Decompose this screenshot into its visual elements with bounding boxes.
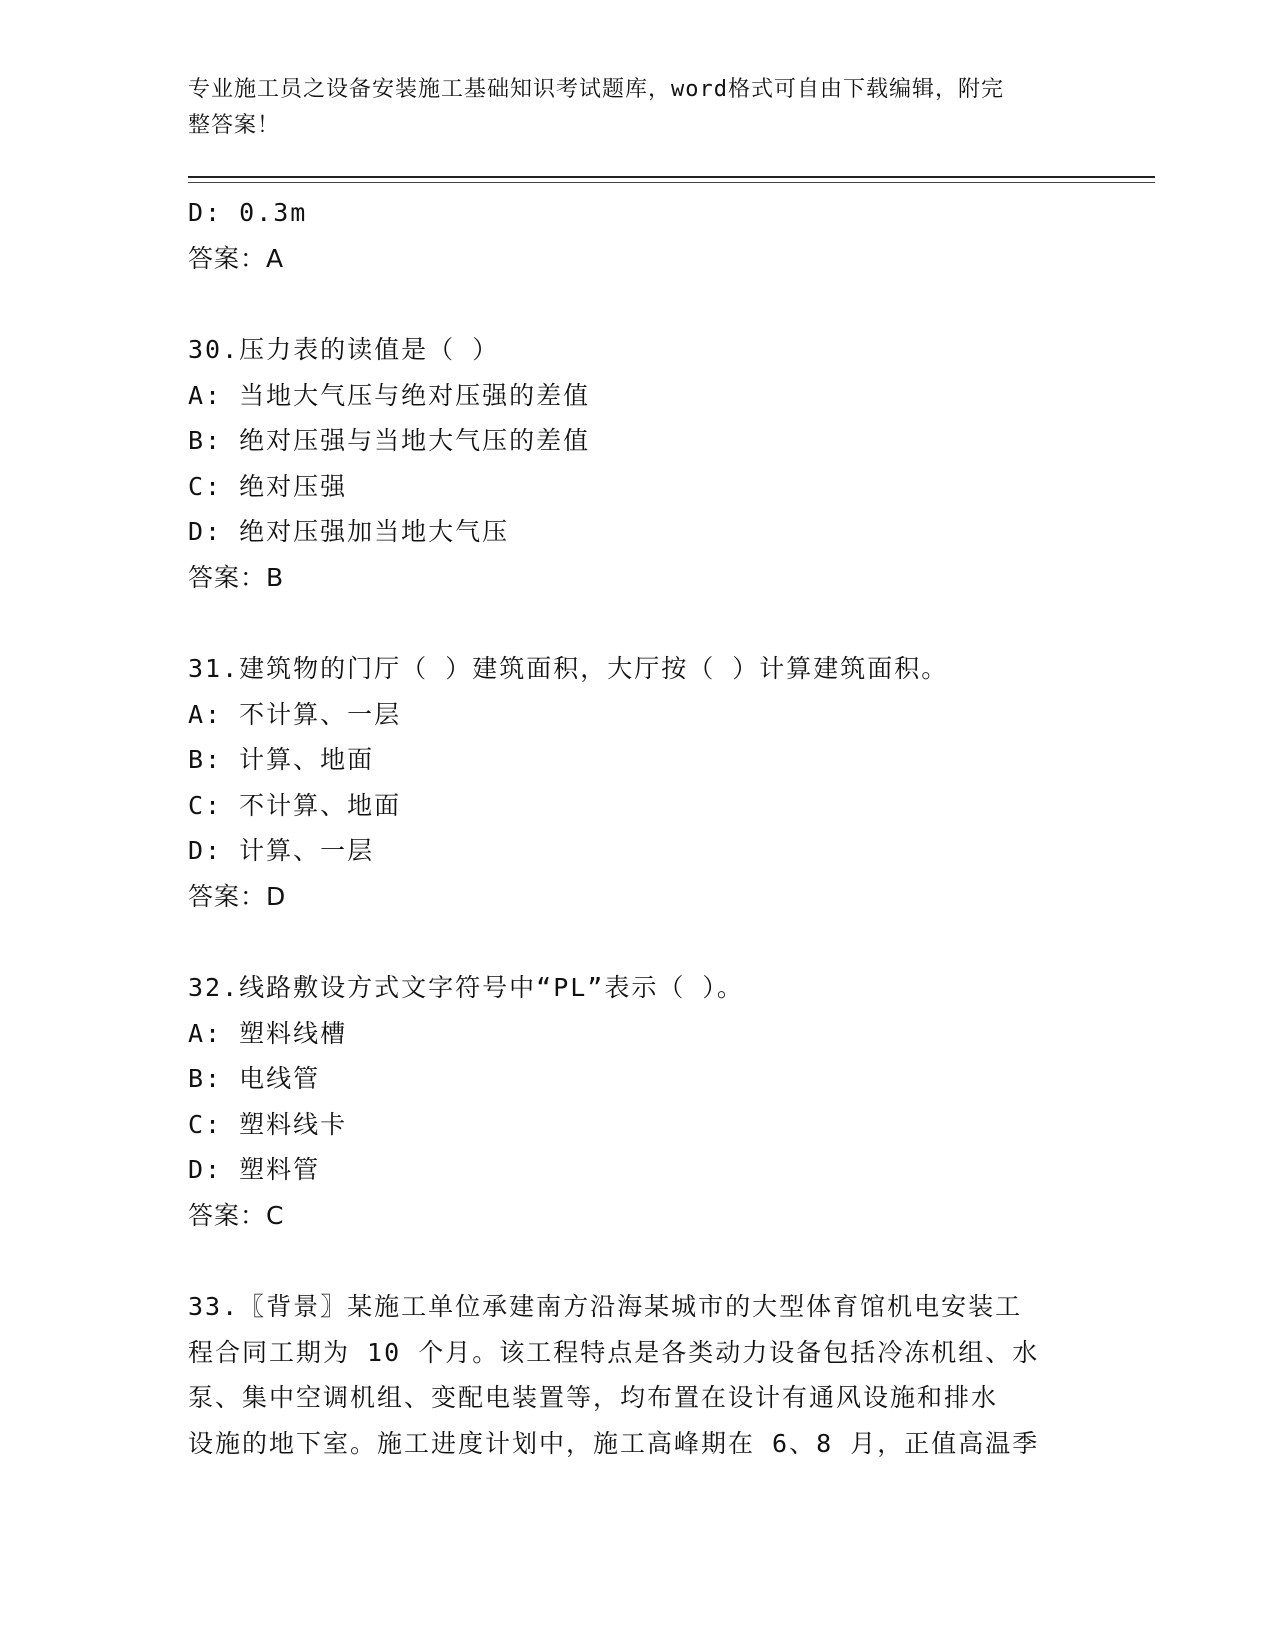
option-b: B: 绝对压强与当地大气压的差值 <box>188 426 591 455</box>
option-b: B: 电线管 <box>188 1064 321 1093</box>
option-c: C: 塑料线卡 <box>188 1109 348 1139</box>
question-stem: 31.建筑物的门厅（ ）建筑面积，大厅按（ ）计算建筑面积。 <box>188 654 949 683</box>
question-33-background <box>188 1284 1088 1466</box>
document-body <box>188 190 1088 1466</box>
header-line-2: 整答案！ <box>188 113 281 138</box>
option-d: D: 绝对压强加当地大气压 <box>188 517 510 546</box>
prev-answer: 答案：A <box>188 243 285 273</box>
question-stem: 30.压力表的读值是（ ） <box>188 335 500 364</box>
question-31 <box>188 646 1088 919</box>
spacer <box>188 600 1088 646</box>
header-line-1: 专业施工员之设备安装施工基础知识考试题库，word格式可自由下载编辑，附完 <box>188 77 1004 102</box>
background-line: 设施的地下室。施工进度计划中，施工高峰期在 6、8 月，正值高温季 <box>188 1428 1040 1458</box>
question-32 <box>188 965 1088 1238</box>
background-line: 泵、集中空调机组、变配电装置等，均布置在设计有通风设施和排水 <box>188 1383 999 1412</box>
option-a: A: 塑料线槽 <box>188 1018 348 1048</box>
option-c: C: 绝对压强 <box>188 471 348 501</box>
spacer <box>188 1238 1088 1284</box>
answer: 答案：D <box>188 881 287 911</box>
option-a: A: 当地大气压与绝对压强的差值 <box>188 380 591 410</box>
header-rule-thick <box>188 176 1155 178</box>
question-30 <box>188 327 1088 600</box>
prev-option-d: D: 0.3m <box>188 198 308 227</box>
background-line: 33.〖背景〗某施工单位承建南方沿海某城市的大型体育馆机电安装工 <box>188 1292 1023 1321</box>
option-a: A: 不计算、一层 <box>188 699 402 729</box>
option-d: D: 塑料管 <box>188 1155 321 1184</box>
answer: 答案：C <box>188 1200 285 1230</box>
option-d: D: 计算、一层 <box>188 836 375 865</box>
spacer <box>188 919 1088 965</box>
background-line: 程合同工期为 10 个月。该工程特点是各类动力设备包括冷冻机组、水 <box>188 1337 1040 1367</box>
document-header <box>188 72 1068 144</box>
answer: 答案：B <box>188 562 285 592</box>
header-rule-thin <box>188 182 1155 183</box>
option-c: C: 不计算、地面 <box>188 790 402 820</box>
option-b: B: 计算、地面 <box>188 745 375 774</box>
question-stem: 32.线路敷设方式文字符号中“PL”表示（ ）。 <box>188 973 744 1002</box>
spacer <box>188 281 1088 327</box>
